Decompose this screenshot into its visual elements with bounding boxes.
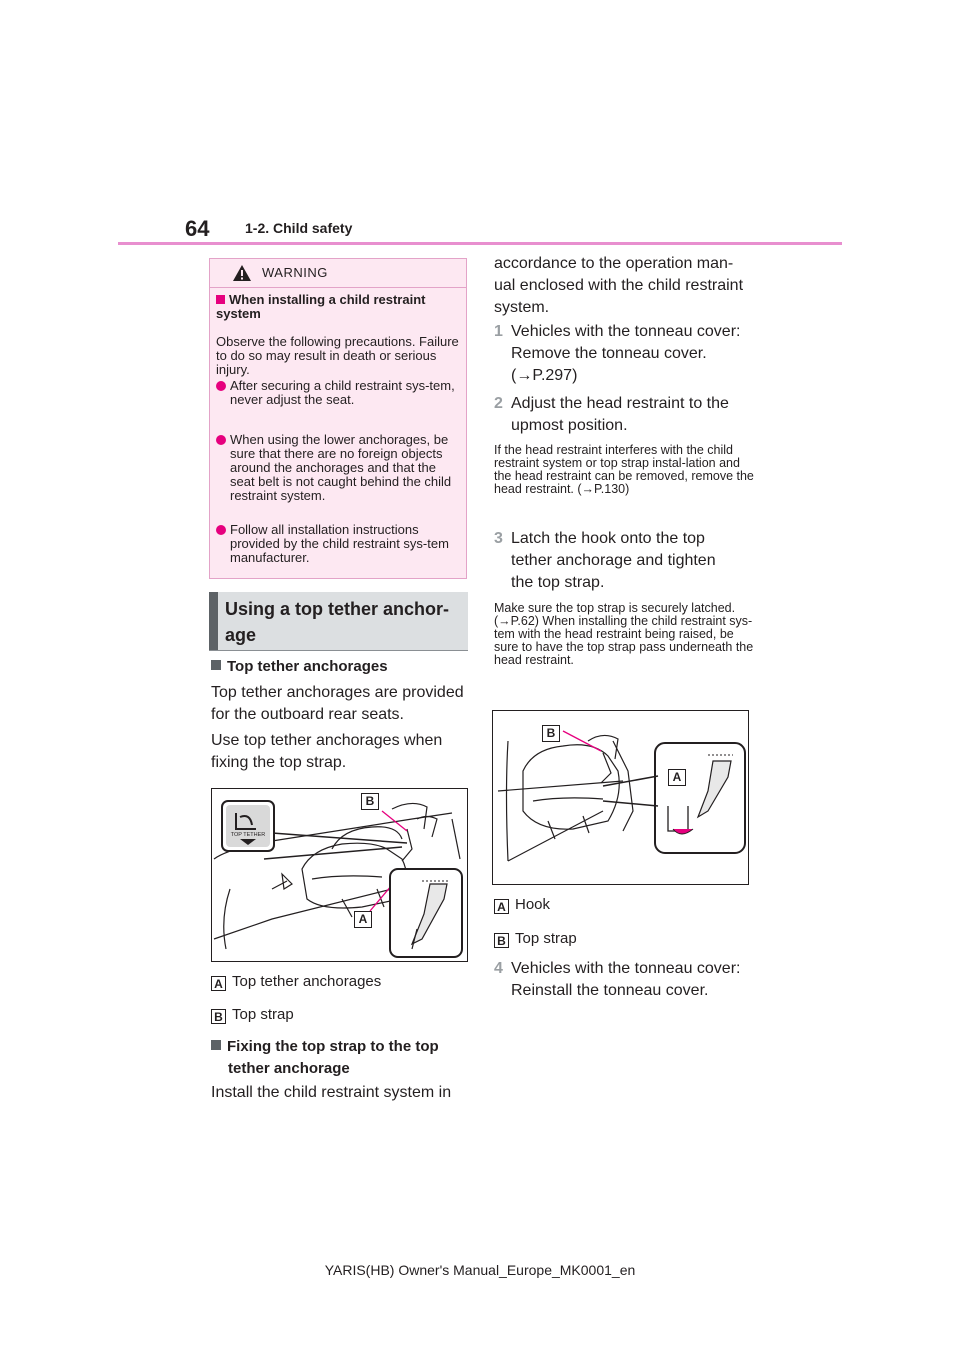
subheading-fixing-top-strap-cont: tether anchorage — [228, 1060, 350, 1077]
subheading-fixing-top-strap: Fixing the top strap to the top — [211, 1036, 439, 1058]
warning-icon — [232, 264, 252, 282]
legend-key: B — [211, 1009, 226, 1024]
legend-key: B — [494, 933, 509, 948]
figure-label-b: B — [361, 793, 379, 810]
figure-top-tether-anchorages — [211, 788, 468, 962]
step-number: 4 — [494, 960, 503, 977]
badge-text: TOP TETHER — [230, 832, 266, 838]
section-title: 1-2. Child safety — [245, 220, 353, 236]
bullet-dot-icon — [216, 525, 226, 535]
bullet-dot-icon — [216, 381, 226, 391]
legend-item: A Top tether anchorages — [211, 973, 381, 991]
warning-box — [209, 258, 467, 579]
figure-label-a: A — [668, 769, 686, 786]
note: Make sure the top strap is securely latched. (→P.62) When installing the child restraint sys-tem with the head restraint being raised, be sure to have the top strap pass underneath the head restraint. — [494, 601, 754, 667]
section-heading-bar — [209, 592, 218, 650]
section-heading-text: Using a top tether anchor-age — [225, 599, 450, 645]
figure-label-b: B — [542, 725, 560, 742]
bullet-square-icon — [211, 660, 221, 670]
bullet-square-icon — [216, 295, 225, 304]
step-2: 2 Adjust the head restraint to the upmost position. — [494, 395, 729, 434]
warning-title: When installing a child restraint system — [216, 292, 426, 321]
step-number: 1 — [494, 323, 503, 340]
legend-key: A — [494, 899, 509, 914]
warning-bullet: When using the lower anchorages, be sure that there are no foreign objects around the anchorages and that the seat belt is not caught behind the child restraint system. — [216, 433, 462, 503]
warning-header — [210, 259, 466, 288]
footer-manual-id: YARIS(HB) Owner's Manual_Europe_MK0001_en — [324, 1262, 636, 1278]
subheading-top-tether-anchorages: Top tether anchorages — [211, 656, 388, 678]
paragraph: accordance to the operation man-ual enclosed with the child restraint system. — [494, 255, 744, 316]
step-1: 1 Vehicles with the tonneau cover: Remove the tonneau cover. (→P.297) — [494, 323, 741, 384]
legend-item: B Top strap — [211, 1006, 294, 1024]
step-4: 4 Vehicles with the tonneau cover: Reinstall the tonneau cover. — [494, 960, 741, 999]
warning-label: WARNING — [262, 265, 328, 280]
step-number: 3 — [494, 530, 503, 547]
legend-item: B Top strap — [494, 930, 577, 948]
page-number: 64 — [185, 216, 210, 241]
paragraph: Top tether anchorages are provided for the outboard rear seats. — [211, 684, 464, 723]
step-3: 3 Latch the hook onto the top tether anchorage and tighten the top strap. — [494, 530, 716, 591]
warning-bullet: After securing a child restraint sys-tem, never adjust the seat. — [216, 379, 462, 407]
paragraph: Install the child restraint system in — [211, 1084, 452, 1101]
section-heading — [209, 592, 468, 651]
bullet-dot-icon — [216, 435, 226, 445]
figure-label-a: A — [354, 911, 372, 928]
paragraph: Use top tether anchorages when fixing the top strap. — [211, 732, 443, 771]
bullet-square-icon — [211, 1040, 221, 1050]
figure-hook-top-strap — [492, 710, 749, 885]
seat-illustration — [493, 711, 748, 884]
seat-illustration — [212, 789, 467, 961]
header-divider — [118, 242, 842, 245]
legend-key: A — [211, 976, 226, 991]
warning-intro: Observe the following precautions. Failure to do so may result in death or serious injury. — [216, 334, 459, 377]
warning-bullet: Follow all installation instructions provided by the child restraint sys-tem manufacturer. — [216, 523, 462, 565]
note: If the head restraint interferes with the child restraint system or top strap instal-lation and the head restraint can be removed, remove the head restraint. (→P.130) — [494, 443, 754, 496]
legend-item: A Hook — [494, 896, 550, 914]
step-number: 2 — [494, 395, 503, 412]
